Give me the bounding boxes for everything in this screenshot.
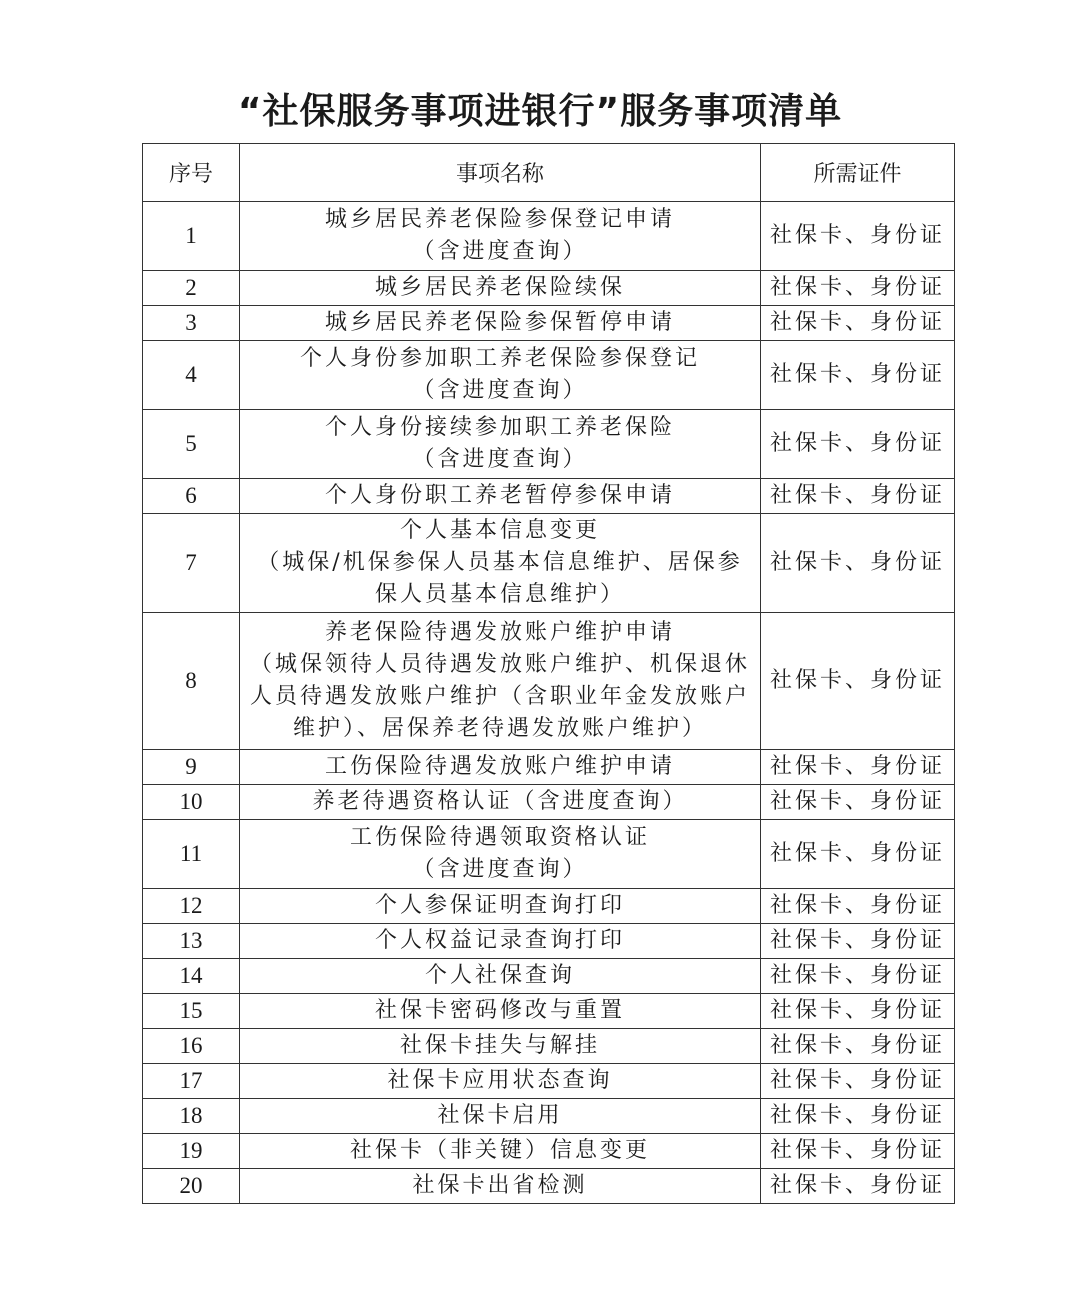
- item-name-line: 社保卡应用状态查询: [387, 1068, 613, 1093]
- table-row: [143, 341, 955, 410]
- table-row: [143, 889, 955, 924]
- row-required-docs: 社保卡、身份证: [761, 514, 955, 613]
- item-name-line: 个人身份参加职工养老保险参保登记: [299, 346, 700, 371]
- row-seq-number: 17: [143, 1064, 240, 1099]
- row-seq-number: 9: [143, 750, 240, 785]
- table-row: [143, 1099, 955, 1134]
- row-item-name: [240, 1099, 761, 1134]
- row-item-name: [240, 271, 761, 306]
- row-seq-number: 10: [143, 785, 240, 820]
- header-item-name: 事项名称: [240, 144, 761, 202]
- row-seq-number: 16: [143, 1029, 240, 1064]
- row-required-docs: 社保卡、身份证: [761, 889, 955, 924]
- row-seq-number: 19: [143, 1134, 240, 1169]
- table-row: [143, 410, 955, 479]
- row-seq-number: 15: [143, 994, 240, 1029]
- table-row: [143, 820, 955, 889]
- item-name-line: 个人社保查询: [424, 963, 575, 988]
- row-seq-number: 6: [143, 479, 240, 514]
- row-required-docs: 社保卡、身份证: [761, 924, 955, 959]
- table-row: [143, 1134, 955, 1169]
- row-required-docs: 社保卡、身份证: [761, 479, 955, 514]
- row-item-name: [240, 1064, 761, 1099]
- row-item-name: [240, 479, 761, 514]
- row-seq-number: 11: [143, 820, 240, 889]
- item-name-line: 社保卡密码修改与重置: [374, 998, 625, 1023]
- item-name-line: 维护）、居保养老待遇发放账户维护）: [292, 716, 707, 741]
- item-name-line: 城乡居民养老保险续保: [374, 275, 625, 300]
- row-required-docs: 社保卡、身份证: [761, 750, 955, 785]
- row-required-docs: 社保卡、身份证: [761, 785, 955, 820]
- row-item-name: [240, 994, 761, 1029]
- table-row: [143, 1064, 955, 1099]
- item-name-line: 城乡居民养老保险参保登记申请: [324, 207, 675, 232]
- service-items-table: [142, 143, 955, 1204]
- table-row: [143, 514, 955, 613]
- row-required-docs: 社保卡、身份证: [761, 1169, 955, 1204]
- item-name-line: 社保卡挂失与解挂: [399, 1033, 600, 1058]
- row-item-name: [240, 785, 761, 820]
- item-name-line: 城乡居民养老保险参保暂停申请: [324, 310, 675, 335]
- row-required-docs: 社保卡、身份证: [761, 410, 955, 479]
- row-required-docs: 社保卡、身份证: [761, 1029, 955, 1064]
- row-required-docs: 社保卡、身份证: [761, 994, 955, 1029]
- item-name-line: 养老待遇资格认证（含进度查询）: [312, 789, 688, 814]
- table-row: [143, 613, 955, 750]
- row-item-name: [240, 924, 761, 959]
- row-required-docs: 社保卡、身份证: [761, 959, 955, 994]
- item-name-line: 工伤保险待遇领取资格认证: [349, 825, 650, 850]
- item-name-line: 个人身份职工养老暂停参保申请: [324, 483, 675, 508]
- row-item-name: [240, 889, 761, 924]
- row-seq-number: 18: [143, 1099, 240, 1134]
- item-name-line: （含进度查询）: [412, 447, 588, 472]
- table-row: [143, 306, 955, 341]
- header-row: [143, 144, 955, 202]
- row-item-name: [240, 750, 761, 785]
- item-name-line: 社保卡启用: [437, 1103, 563, 1128]
- table-row: [143, 750, 955, 785]
- row-seq-number: 2: [143, 271, 240, 306]
- row-item-name: [240, 341, 761, 410]
- row-required-docs: 社保卡、身份证: [761, 820, 955, 889]
- row-item-name: [240, 613, 761, 750]
- table-header: [143, 144, 955, 202]
- item-name-line: 个人基本信息变更: [399, 518, 600, 543]
- row-seq-number: 14: [143, 959, 240, 994]
- item-name-line: 养老保险待遇发放账户维护申请: [324, 620, 675, 645]
- item-name-line: （含进度查询）: [412, 857, 588, 882]
- row-item-name: [240, 820, 761, 889]
- row-seq-number: 4: [143, 341, 240, 410]
- row-item-name: [240, 959, 761, 994]
- table-row: [143, 479, 955, 514]
- row-seq-number: 8: [143, 613, 240, 750]
- item-name-line: 个人权益记录查询打印: [374, 928, 625, 953]
- table-row: [143, 785, 955, 820]
- row-required-docs: 社保卡、身份证: [761, 341, 955, 410]
- item-name-line: （城保领待人员待遇发放账户维护、机保退休: [249, 652, 750, 677]
- row-required-docs: 社保卡、身份证: [761, 1134, 955, 1169]
- row-item-name: [240, 1029, 761, 1064]
- row-item-name: [240, 202, 761, 271]
- row-seq-number: 13: [143, 924, 240, 959]
- item-name-line: 社保卡出省检测: [412, 1173, 588, 1198]
- row-item-name: [240, 306, 761, 341]
- row-seq-number: 1: [143, 202, 240, 271]
- item-name-line: 个人参保证明查询打印: [374, 893, 625, 918]
- table-row: [143, 271, 955, 306]
- table-body: [143, 202, 955, 1204]
- item-name-line: 人员待遇发放账户维护（含职业年金发放账户: [249, 684, 750, 709]
- table-row: [143, 994, 955, 1029]
- item-name-line: 个人身份接续参加职工养老保险: [324, 415, 675, 440]
- table-row: [143, 924, 955, 959]
- item-name-line: 社保卡（非关键）信息变更: [349, 1138, 650, 1163]
- row-required-docs: 社保卡、身份证: [761, 1064, 955, 1099]
- row-required-docs: 社保卡、身份证: [761, 202, 955, 271]
- table-row: [143, 1029, 955, 1064]
- row-required-docs: 社保卡、身份证: [761, 613, 955, 750]
- item-name-line: （城保/机保参保人员基本信息维护、居保参: [257, 550, 743, 575]
- page-title: “社保服务事项进银行”服务事项清单: [237, 91, 843, 132]
- row-required-docs: 社保卡、身份证: [761, 1099, 955, 1134]
- item-name-line: （含进度查询）: [412, 239, 588, 264]
- row-item-name: [240, 410, 761, 479]
- table-row: [143, 959, 955, 994]
- row-seq-number: 20: [143, 1169, 240, 1204]
- row-seq-number: 12: [143, 889, 240, 924]
- row-item-name: [240, 1169, 761, 1204]
- row-required-docs: 社保卡、身份证: [761, 271, 955, 306]
- item-name-line: 工伤保险待遇发放账户维护申请: [324, 754, 675, 779]
- item-name-line: （含进度查询）: [412, 378, 588, 403]
- row-seq-number: 5: [143, 410, 240, 479]
- item-name-line: 保人员基本信息维护）: [374, 582, 625, 607]
- row-required-docs: 社保卡、身份证: [761, 306, 955, 341]
- row-seq-number: 7: [143, 514, 240, 613]
- table-row: [143, 202, 955, 271]
- table-row: [143, 1169, 955, 1204]
- row-seq-number: 3: [143, 306, 240, 341]
- header-required-docs: 所需证件: [761, 144, 955, 202]
- row-item-name: [240, 1134, 761, 1169]
- row-item-name: [240, 514, 761, 613]
- header-seq: 序号: [143, 144, 240, 202]
